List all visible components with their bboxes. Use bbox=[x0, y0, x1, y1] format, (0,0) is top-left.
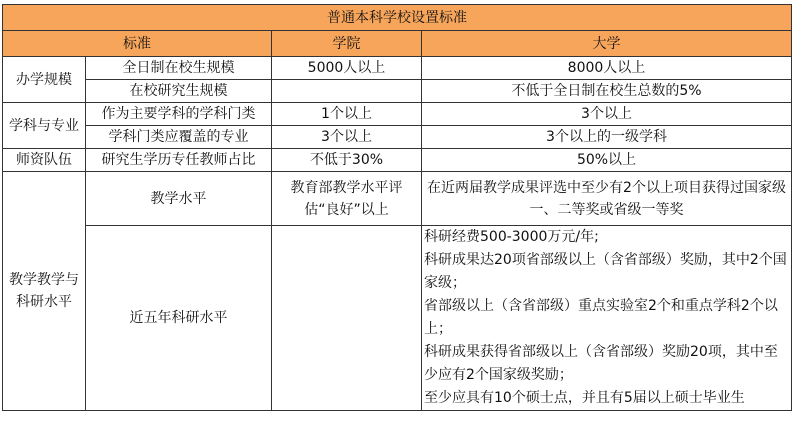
table-row bbox=[3, 80, 792, 103]
header-row bbox=[3, 31, 792, 57]
row-university-value: 50%以上 bbox=[422, 149, 792, 172]
row-item: 作为主要学科的学科门类 bbox=[86, 103, 272, 126]
group-teaching-research: 教学教学与科研水平 bbox=[3, 172, 86, 411]
title-row bbox=[3, 5, 792, 31]
table-row bbox=[3, 149, 792, 172]
row-university-value: 8000人以上 bbox=[422, 57, 792, 80]
research-line: 科研成果获得省部级以上（含省部级）奖励20项，其中至少应有2个国家级奖励； bbox=[424, 344, 778, 383]
row-college-value bbox=[272, 80, 422, 103]
row-college-value bbox=[272, 226, 422, 411]
row-university-value: 3个以上的一级学科 bbox=[422, 126, 792, 149]
row-item: 学科门类应覆盖的专业 bbox=[86, 126, 272, 149]
row-item: 在校研究生规模 bbox=[86, 80, 272, 103]
table-row bbox=[3, 57, 792, 80]
row-college-value: 1个以上 bbox=[272, 103, 422, 126]
standards-table bbox=[2, 4, 792, 411]
table-row bbox=[3, 172, 792, 226]
table-row bbox=[3, 226, 792, 411]
header-standard: 标准 bbox=[3, 31, 272, 57]
table-title: 普通本科学校设置标准 bbox=[3, 5, 792, 31]
group-school-scale: 办学规模 bbox=[3, 57, 86, 103]
research-line: 至少应具有10个硕士点，并且有5届以上硕士毕业生 bbox=[424, 390, 745, 406]
row-item: 近五年科研水平 bbox=[86, 226, 272, 411]
table-row bbox=[3, 103, 792, 126]
row-university-value: 不低于全日制在校生总数的5% bbox=[422, 80, 792, 103]
group-faculty: 师资队伍 bbox=[3, 149, 86, 172]
research-line: 省部级以上（含省部级）重点实验室2个和重点学科2个以上； bbox=[424, 298, 778, 337]
row-college-value: 教育部教学水平评估“良好”以上 bbox=[272, 172, 422, 226]
row-item: 研究生学历专任教师占比 bbox=[86, 149, 272, 172]
row-item: 教学水平 bbox=[86, 172, 272, 226]
research-requirements bbox=[422, 226, 792, 411]
research-line: 科研成果达20项省部级以上（含省部级）奖励，其中2个国家级； bbox=[424, 252, 787, 291]
header-college: 学院 bbox=[272, 31, 422, 57]
row-university-value: 在近两届教学成果评选中至少有2个以上项目获得过国家级一、二等奖或省级一等奖 bbox=[422, 172, 792, 226]
group-discipline: 学科与专业 bbox=[3, 103, 86, 149]
row-item: 全日制在校生规模 bbox=[86, 57, 272, 80]
table-row bbox=[3, 126, 792, 149]
row-college-value: 3个以上 bbox=[272, 126, 422, 149]
row-college-value: 不低于30% bbox=[272, 149, 422, 172]
row-college-value: 5000人以上 bbox=[272, 57, 422, 80]
row-university-value: 3个以上 bbox=[422, 103, 792, 126]
header-university: 大学 bbox=[422, 31, 792, 57]
research-line: 科研经费500-3000万元/年; bbox=[424, 229, 599, 245]
